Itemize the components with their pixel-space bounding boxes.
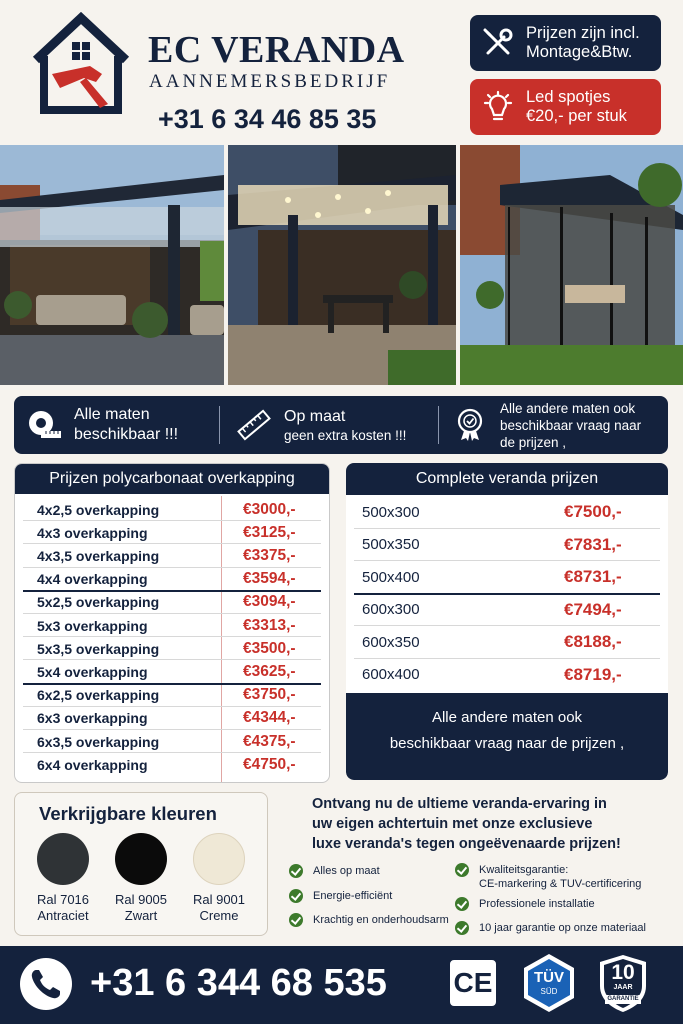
price-value: €3313,- [243, 616, 296, 634]
check-item [289, 864, 380, 878]
color-code: Ral 9005 [114, 892, 168, 907]
warranty-years: 10 [611, 961, 635, 984]
lightbulb-icon [480, 89, 516, 125]
size-label: 500x400 [362, 568, 420, 586]
size-label: 600x350 [362, 633, 420, 651]
color-code: Ral 9001 [192, 892, 246, 907]
price-value: €3125,- [243, 523, 296, 541]
price-value: €3750,- [243, 686, 296, 704]
size-label: 6x4 overkapping [37, 756, 148, 773]
price-value: €3625,- [243, 662, 296, 680]
check-label: Energie-efficiënt [313, 890, 393, 902]
check-icon [289, 864, 303, 878]
check-item [455, 921, 646, 935]
size-label: 5x4 overkapping [37, 663, 148, 680]
prices-included-badge [470, 15, 661, 71]
color-name: Zwart [124, 908, 158, 923]
price-value: €3375,- [243, 546, 296, 564]
ruler-icon [236, 407, 272, 443]
available-colors-panel [14, 792, 268, 936]
tuv-text: TÜV [534, 969, 564, 986]
size-label: 4x2,5 overkapping [37, 501, 160, 518]
check-icon [455, 863, 469, 877]
polycarbonaat-price-table [14, 463, 330, 783]
table-row [346, 561, 668, 594]
size-label: 600x300 [362, 601, 420, 619]
promo-text [312, 794, 672, 854]
company-logo [30, 12, 132, 114]
ce-mark-logo [448, 958, 498, 1008]
size-label: 500x300 [362, 503, 420, 521]
quality-badge-icon [452, 407, 488, 443]
led-badge-line1: Led spotjes [526, 88, 611, 106]
price-value: €7494,- [564, 599, 622, 619]
feature-other-sizes-line1: Alle andere maten ook [500, 400, 636, 416]
feature-custom-size [236, 396, 406, 454]
header-phone-number[interactable]: +31 6 34 46 85 35 [158, 104, 377, 134]
brand-name: EC VERANDA [148, 29, 405, 71]
check-icon [289, 889, 303, 903]
table-row [346, 496, 668, 529]
check-icon [455, 921, 469, 935]
price-value: €3094,- [243, 593, 296, 611]
promo-line2: uw eigen achtertuin met onze exclusieve [312, 816, 593, 832]
table-row [15, 753, 329, 776]
other-sizes-note-line1: Alle andere maten ook [431, 709, 583, 726]
color-swatch [37, 833, 89, 885]
price-value: €4344,- [243, 709, 296, 727]
veranda-photo-glass [460, 145, 683, 385]
check-label: Kwaliteitsgarantie: [479, 864, 569, 876]
size-label: 5x3 overkapping [37, 617, 148, 634]
table-row [15, 707, 329, 730]
prices-badge-line1: Prijzen zijn incl. [526, 24, 640, 42]
price-value: €4750,- [243, 755, 296, 773]
check-item [289, 913, 449, 927]
tools-icon [480, 25, 516, 61]
check-item [289, 889, 392, 903]
color-label [23, 892, 103, 924]
table-row [15, 614, 329, 637]
check-label: CE-markering & TUV-certificering [479, 878, 642, 890]
price-value: €3594,- [243, 570, 296, 588]
other-sizes-note-line2: beschikbaar vraag naar de prijzen , [389, 735, 625, 752]
table-row [15, 684, 329, 707]
warranty-label: GARANTIE [605, 995, 641, 1004]
tuv-sud-logo [520, 952, 578, 1014]
check-item [455, 863, 641, 891]
feature-all-sizes-line1: Alle maten [74, 406, 150, 423]
price-value: €7831,- [564, 534, 622, 554]
table-row [15, 660, 329, 683]
veranda-photo-lounge [0, 145, 224, 385]
price-value: €3000,- [243, 500, 296, 518]
footer-phone-number[interactable]: +31 6 344 68 535 [90, 962, 387, 1004]
table-row [15, 591, 329, 614]
price-value: €7500,- [564, 502, 622, 522]
table-row [15, 498, 329, 521]
promo-line3: luxe veranda's tegen ongeëvenaarde prijzen! [312, 836, 621, 852]
check-icon [455, 897, 469, 911]
feature-other-sizes-line2: beschikbaar vraag naar [500, 417, 642, 433]
table-row [15, 730, 329, 753]
table-row [15, 544, 329, 567]
polycarbonaat-table-title: Prijzen polycarbonaat overkapping [15, 464, 329, 494]
ce-mark-text: CE [453, 967, 493, 998]
feature-custom-size-line2: geen extra kosten !!! [284, 427, 407, 443]
table-row [346, 626, 668, 659]
feature-other-sizes-line3: de prijzen , [500, 434, 567, 450]
price-value: €8731,- [564, 567, 622, 587]
colors-title: Verkrijgbare kleuren [39, 803, 217, 824]
size-label: 5x2,5 overkapping [37, 594, 160, 611]
tape-measure-icon [26, 407, 62, 443]
check-label: 10 jaar garantie op onze materiaal [479, 922, 646, 934]
tuv-sub-text: SÜD [540, 987, 558, 996]
table-row [15, 568, 329, 591]
table-row [15, 637, 329, 660]
complete-table-title: Complete veranda prijzen [346, 463, 668, 495]
color-swatch [193, 833, 245, 885]
color-label [179, 892, 259, 924]
color-name: Antraciet [37, 908, 89, 923]
price-value: €8188,- [564, 632, 622, 652]
led-spots-badge [470, 79, 661, 135]
table-row [346, 529, 668, 562]
check-icon [289, 913, 303, 927]
size-label: 6x3,5 overkapping [37, 733, 160, 750]
size-label: 5x3,5 overkapping [37, 640, 160, 657]
feature-custom-size-line1: Op maat [284, 407, 346, 425]
size-label: 4x4 overkapping [37, 571, 148, 588]
phone-icon [20, 958, 72, 1010]
table-row [15, 521, 329, 544]
warranty-unit: JAAR [613, 984, 633, 991]
size-label: 4x3 overkapping [37, 524, 148, 541]
veranda-photo-dining [228, 145, 456, 385]
color-label [101, 892, 181, 924]
check-label: Alles op maat [313, 865, 380, 877]
divider [219, 406, 220, 444]
table-row [346, 594, 668, 627]
price-value: €3500,- [243, 639, 296, 657]
check-label: Professionele installatie [479, 898, 595, 910]
complete-veranda-price-table [346, 463, 668, 780]
size-label: 600x400 [362, 666, 420, 684]
promo-line1: Ontvang nu de ultieme veranda-ervaring in [312, 796, 607, 812]
color-code: Ral 7016 [36, 892, 90, 907]
feature-all-sizes-line2: beschikbaar !!! [74, 426, 179, 443]
size-label: 6x3 overkapping [37, 710, 148, 727]
feature-all-sizes [26, 396, 178, 454]
color-swatch [115, 833, 167, 885]
ten-year-warranty-badge [596, 952, 650, 1014]
other-sizes-note [346, 693, 668, 780]
check-label: Krachtig en onderhoudsarm [313, 914, 449, 926]
led-badge-line2: €20,- per stuk [526, 107, 627, 125]
brand-subtitle: AANNEMERSBEDRIJF [149, 71, 391, 92]
color-name: Creme [199, 908, 239, 923]
features-band [14, 396, 668, 454]
feature-other-sizes [452, 396, 641, 454]
size-label: 6x2,5 overkapping [37, 687, 160, 704]
size-label: 500x350 [362, 536, 420, 554]
price-value: €4375,- [243, 732, 296, 750]
divider [438, 406, 439, 444]
prices-badge-line2: Montage&Btw. [526, 43, 633, 61]
size-label: 4x3,5 overkapping [37, 547, 160, 564]
table-row [346, 659, 668, 692]
price-value: €8719,- [564, 664, 622, 684]
check-item [455, 897, 595, 911]
